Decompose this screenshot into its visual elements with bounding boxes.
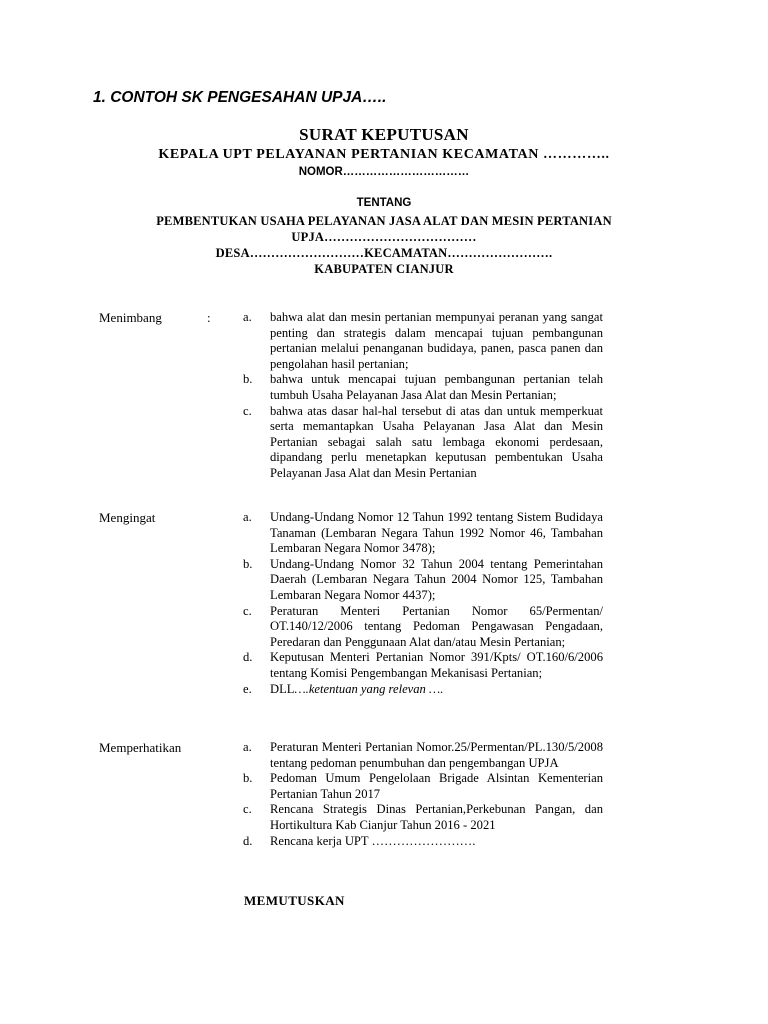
list-item <box>243 310 603 372</box>
list-item <box>243 650 603 681</box>
item-marker: a. <box>243 310 252 324</box>
decree-number: NOMOR…………………………… <box>298 166 470 178</box>
list-item <box>243 802 603 833</box>
memutuskan-heading: MEMUTUSKAN <box>244 893 345 908</box>
item-marker: b. <box>243 556 253 571</box>
item-text-italic: ….ketentuan yang relevan …. <box>294 681 444 696</box>
list-item <box>243 682 603 698</box>
list-item <box>243 771 603 802</box>
item-list <box>243 740 603 849</box>
list-item <box>243 834 603 850</box>
item-marker: b. <box>243 372 253 387</box>
item-marker: c. <box>243 603 252 618</box>
item-text: DLL <box>270 681 295 696</box>
item-list <box>243 310 603 482</box>
list-item <box>243 604 603 651</box>
subject-line: DESA………………………KECAMATAN……………………. <box>215 246 553 260</box>
item-text: Undang-Undang Nomor 12 Tahun 1992 tentang Sistem Budidaya Tanaman (Lembaran Negara Tahun 1992 Nomor 46, Tambahan Lembaran Negara Nomor 3478); <box>270 510 603 556</box>
item-text: Peraturan Menteri Pertanian Nomor.25/Permentan/PL.130/5/2008 tentang pedoman penumbuhan dan pengembangan UPJA <box>270 740 603 770</box>
list-item <box>243 740 603 771</box>
decree-subject <box>0 213 768 277</box>
item-text: Rencana Strategis Dinas Pertanian,Perkebunan Pangan, dan Hortikultura Kab Cianjur Tahun 2016 - 2021 <box>270 802 603 832</box>
item-text: bahwa alat dan mesin pertanian mempunyai peranan yang sangat penting dan strategis dalam mencapai tujuan pembangunan pertanian melalui penanganan budidaya, panen, pasca panen dan pengolahan hasil pertanian; <box>270 310 603 371</box>
item-text: Peraturan Menteri Pertanian Nomor 65/Permentan/ OT.140/12/2006 tentang Pedoman Pengawasan Pengadaan, Peredaran dan Penggunaan Alat dan/atau Mesin Pertanian; <box>270 603 603 649</box>
item-marker: b. <box>243 771 253 786</box>
list-item <box>243 372 603 403</box>
item-text-line <box>270 682 603 698</box>
subject-line: PEMBENTUKAN USAHA PELAYANAN JASA ALAT DAN MESIN PERTANIAN <box>156 214 612 228</box>
subject-line: UPJA……………………………… <box>291 230 477 244</box>
item-marker: c. <box>243 802 252 817</box>
item-marker: a. <box>243 510 252 524</box>
item-text: bahwa atas dasar hal-hal tersebut di atas dan untuk memperkuat serta memantapkan Usaha Pelayanan Jasa Alat dan Mesin Pertanian sebagai salah satu lembaga ekonomi perdesaan, dipandang perlu menetapkan keputusan pembentukan Usaha Pelayanan Jasa Alat dan Mesin Pertanian <box>270 403 603 480</box>
item-text: Rencana kerja UPT ……………………. <box>270 833 476 848</box>
list-item <box>243 557 603 604</box>
list-item <box>243 510 603 557</box>
subject-line: KABUPATEN CIANJUR <box>314 262 454 276</box>
item-marker: a. <box>243 740 252 754</box>
item-text: Keputusan Menteri Pertanian Nomor 391/Kpts/ OT.160/6/2006 tentang Komisi Pengembangan Mekanisasi Pertanian; <box>270 650 603 680</box>
section-label: Menimbang <box>99 310 162 325</box>
tentang-label: TENTANG <box>356 197 412 209</box>
item-marker: e. <box>243 681 252 696</box>
item-marker: d. <box>243 650 253 665</box>
item-marker: d. <box>243 833 253 848</box>
document-title: SURAT KEPUTUSAN <box>299 125 469 144</box>
item-marker: c. <box>243 403 252 418</box>
document-heading: 1. CONTOH SK PENGESAHAN UPJA….. <box>93 89 387 106</box>
item-text: Undang-Undang Nomor 32 Tahun 2004 tentang Pemerintahan Daerah (Lembaran Negara Tahun 2004 Nomor 125, Tambahan Lembaran Negara Nomor 4437); <box>270 556 603 602</box>
section-colon: : <box>207 310 211 325</box>
document-subtitle: KEPALA UPT PELAYANAN PERTANIAN KECAMATAN ………….. <box>158 147 610 162</box>
section-label: Mengingat <box>99 510 156 525</box>
section-label: Memperhatikan <box>99 740 182 755</box>
list-item <box>243 404 603 482</box>
item-text: bahwa untuk mencapai tujuan pembangunan pertanian telah tumbuh Usaha Pelayanan Jasa Alat dan Mesin Pertanian; <box>270 372 603 402</box>
item-text: Pedoman Umum Pengelolaan Brigade Alsintan Kementerian Pertanian Tahun 2017 <box>270 771 603 801</box>
item-list <box>243 510 603 697</box>
